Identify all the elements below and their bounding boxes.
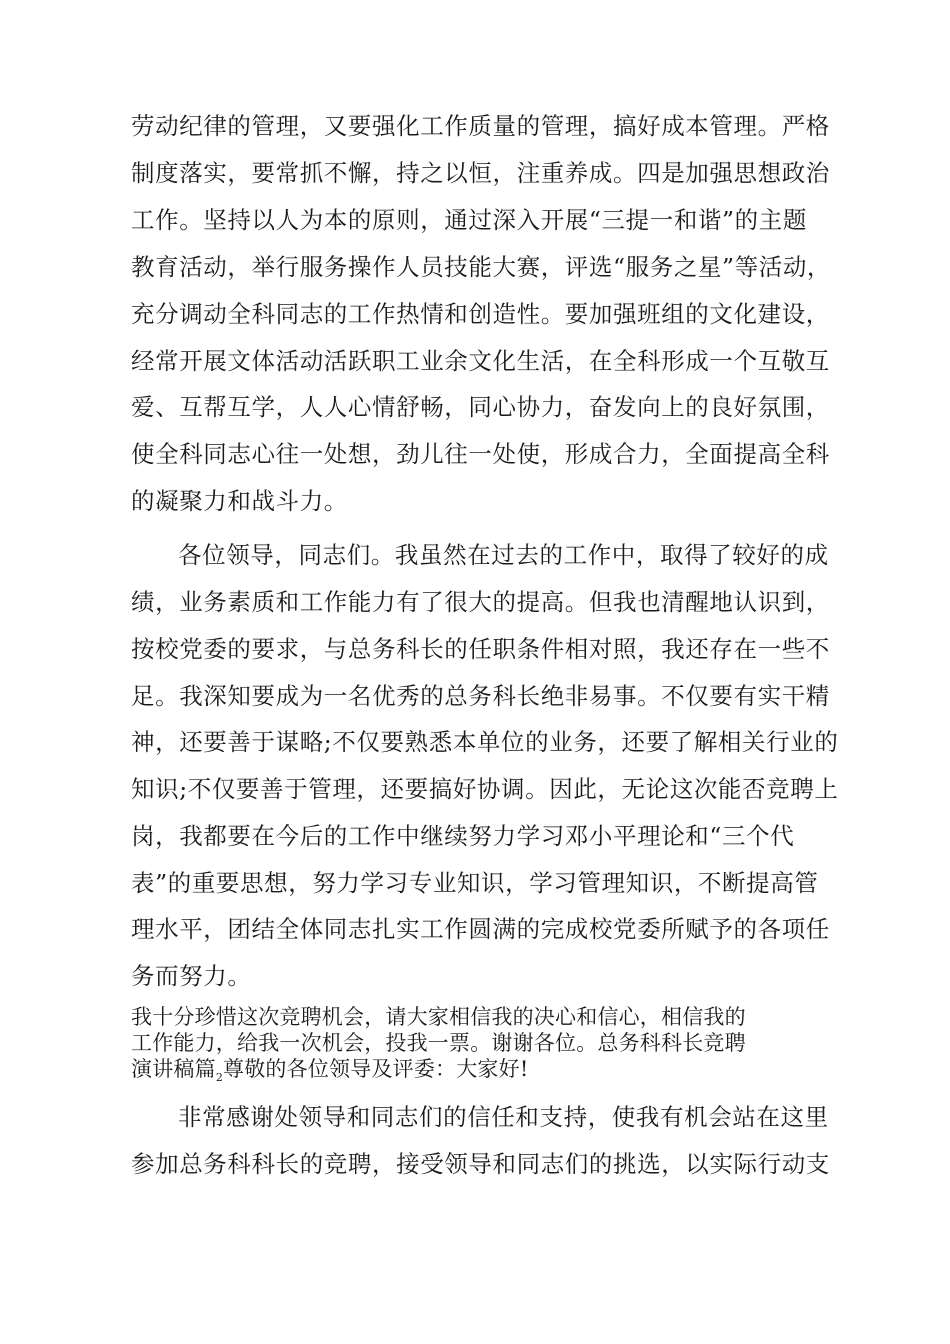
paragraph-4-line-2: 参加总务科科长的竞聘，接受领导和同志们的挑选，以实际行动支 (131, 1150, 830, 1178)
paragraph-1-line-5: 充分调动全科同志的工作热情和创造性。要加强班组的文化建设， (131, 300, 830, 328)
chapter-number: 2 (215, 1071, 224, 1084)
paragraph-2-line-5: 神，还要善于谋略;不仅要熟悉本单位的业务，还要了解相关行业的 (131, 728, 839, 756)
paragraph-1-line-4: 教育活动，举行服务操作人员技能大赛，评选“服务之星”等活动， (131, 253, 832, 281)
paragraph-2-line-8: 表”的重要思想，努力学习专业知识，学习管理知识，不断提高管 (131, 869, 819, 897)
paragraph-2-line-4: 足。我深知要成为一名优秀的总务科长绝非易事。不仅要有实干精 (131, 682, 830, 710)
paragraph-1-line-2: 制度落实，要常抓不懈，持之以恒，注重养成。四是加强思想政治 (131, 159, 830, 187)
paragraph-1-line-9: 的凝聚力和战斗力。 (131, 487, 348, 515)
paragraph-3-line-3-end: 尊敬的各位领导及评委：大家好! (223, 1057, 529, 1081)
paragraph-3-line-2: 工作能力，给我一次机会，投我一票。谢谢各位。总务科科长竞聘 (131, 1031, 746, 1055)
paragraph-2-line-10: 务而努力。 (131, 962, 252, 990)
paragraph-3-line-3 (131, 1056, 528, 1086)
paragraph-1-line-6: 经常开展文体活动活跃职工业余文化生活，在全科形成一个互敬互 (131, 347, 830, 375)
paragraph-2-line-3: 按校党委的要求，与总务科长的任职条件相对照，我还存在一些不 (131, 635, 830, 663)
paragraph-3-line-3-start: 演讲稿篇 (131, 1057, 216, 1081)
paragraph-1-line-8: 使全科同志心往一处想，劲儿往一处使，形成合力，全面提高全科 (131, 440, 830, 468)
paragraph-2-line-9: 理水平，团结全体同志扎实工作圆满的完成校党委所赋予的各项任 (131, 915, 830, 943)
paragraph-2-line-7: 岗，我都要在今后的工作中继续努力学习邓小平理论和“三个代 (131, 822, 795, 850)
paragraph-2-line-6: 知识;不仅要善于管理，还要搞好协调。因此，无论这次能否竞聘上 (131, 775, 839, 803)
paragraph-1-line-1: 劳动纪律的管理，又要强化工作质量的管理，搞好成本管理。严格 (131, 112, 830, 140)
paragraph-4-line-1: 非常感谢处领导和同志们的信任和支持，使我有机会站在这里 (178, 1103, 829, 1131)
paragraph-3-line-1: 我十分珍惜这次竞聘机会，请大家相信我的决心和信心，相信我的 (131, 1005, 746, 1029)
paragraph-2-line-2: 绩，业务素质和工作能力有了很大的提高。但我也清醒地认识到， (131, 588, 830, 616)
paragraph-1-line-3: 工作。坚持以人为本的原则，通过深入开展“三提一和谐”的主题 (131, 206, 807, 234)
paragraph-2-line-1: 各位领导，同志们。我虽然在过去的工作中，取得了较好的成 (178, 541, 829, 569)
paragraph-1-line-7: 爱、互帮互学，人人心情舒畅，同心协力，奋发向上的良好氛围， (131, 393, 830, 421)
